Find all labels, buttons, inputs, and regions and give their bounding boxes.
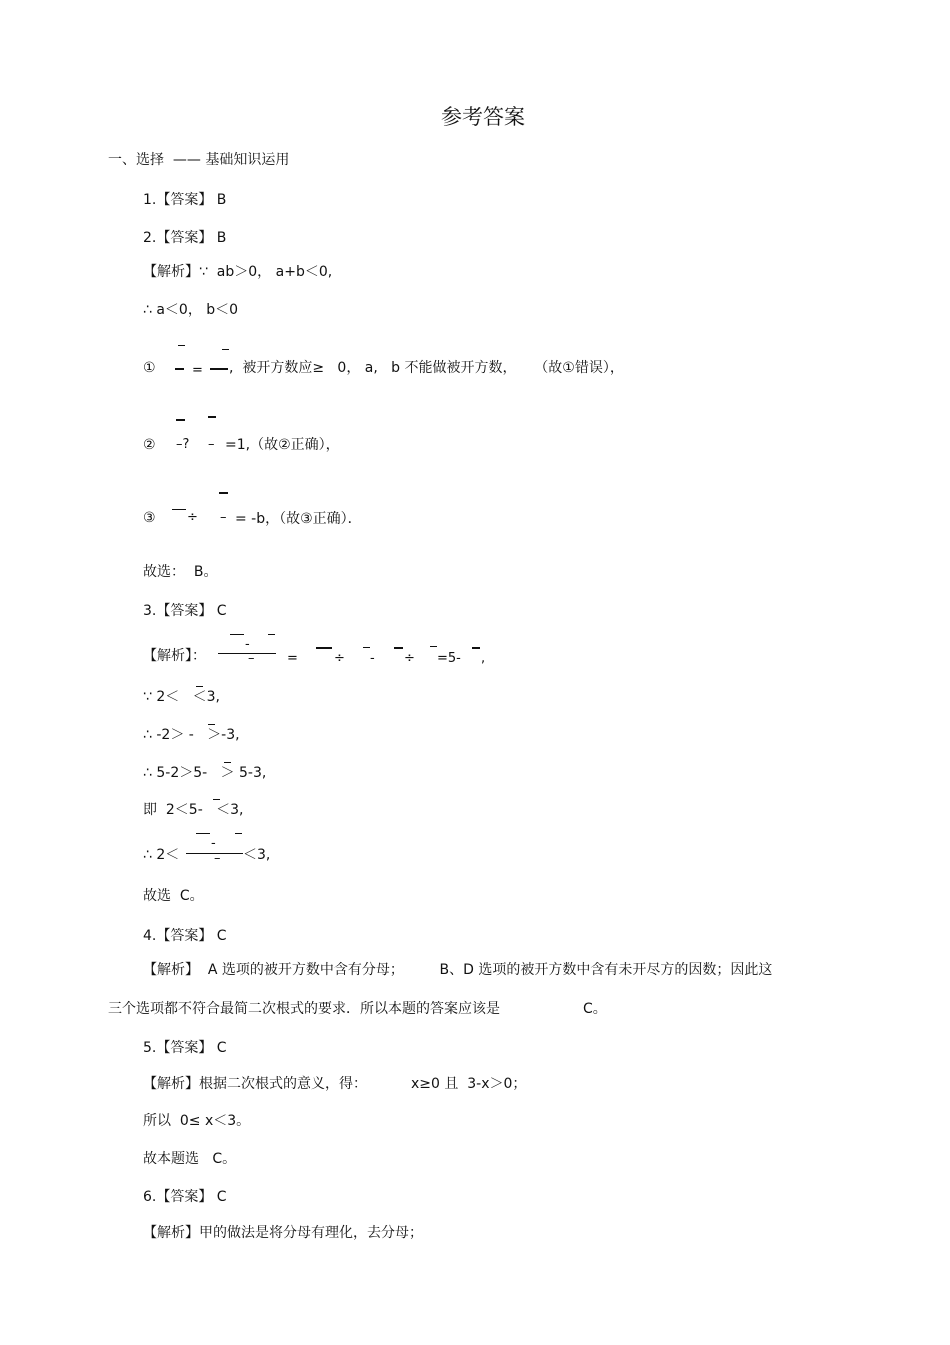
- answer-q1: 1.【答案】 B: [143, 192, 227, 208]
- radical-stub: [208, 724, 215, 725]
- fraction-bar: [218, 653, 276, 654]
- operator-fragment: –: [248, 651, 255, 666]
- item-1-text: , 被开方数应≥ 0， a, b 不能做被开方数， （故①错误），: [229, 360, 624, 376]
- radical-stub: [363, 647, 370, 648]
- analysis-q4-answer: C。: [583, 1001, 607, 1017]
- operator-fragment: ÷: [187, 510, 198, 525]
- fraction-bar: [210, 368, 228, 370]
- operator-fragment: –: [214, 851, 221, 866]
- analysis-q3-line3: ∴ 5-2＞5- ＞ 5-3,: [143, 765, 267, 781]
- radical-stub: [219, 492, 228, 494]
- page-title: 参考答案: [441, 105, 525, 129]
- analysis-q2-line2: ∴ a＜0， b＜0: [143, 302, 239, 318]
- fraction-bar: [172, 509, 186, 510]
- radical-stub: [230, 634, 244, 635]
- operator-fragment: –: [220, 510, 227, 525]
- analysis-q3-line5-end: ＜3,: [243, 847, 271, 863]
- analysis-q6: 【解析】甲的做法是将分母有理化，去分母；: [143, 1225, 423, 1241]
- analysis-q3-line1: ∵ 2＜ ＜3,: [143, 689, 220, 705]
- choice-q3: 故选 C。: [143, 888, 204, 904]
- radical-stub: [196, 833, 210, 834]
- answer-q4: 4.【答案】 C: [143, 928, 227, 944]
- item-1-marker: ①: [143, 360, 156, 376]
- radical-stub: [178, 345, 185, 346]
- answer-q6: 6.【答案】 C: [143, 1189, 227, 1205]
- operator-fragment: -: [245, 637, 250, 652]
- operator-fragment: ÷: [334, 651, 345, 666]
- radical-stub: [224, 762, 231, 763]
- analysis-q3-line4: 即 2＜5- ＜3,: [143, 802, 244, 818]
- item-2-marker: ②: [143, 437, 156, 453]
- analysis-q5-cond: x≥0 且 3-x＞0；: [411, 1076, 527, 1092]
- operator-fragment: -: [370, 651, 375, 666]
- analysis-q5: 【解析】根据二次根式的意义，得：: [143, 1076, 367, 1092]
- analysis-q5-line2: 所以 0≤ x＜3。: [143, 1113, 251, 1129]
- analysis-q4-line2: 三个选项都不符合最简二次根式的要求．所以本题的答案应该是: [108, 1001, 500, 1017]
- operator-fragment: ,: [481, 651, 486, 666]
- operator-fragment: ÷: [404, 651, 415, 666]
- radical-stub: [472, 647, 480, 649]
- item-3-text: = -b，（故③正确）．: [235, 511, 362, 527]
- radical-stub: [394, 647, 403, 649]
- operator-fragment: –: [208, 437, 215, 452]
- answer-q2: 2.【答案】 B: [143, 230, 227, 246]
- answer-q3: 3.【答案】 C: [143, 603, 227, 619]
- radical-stub: [175, 368, 184, 370]
- analysis-q4: 【解析】 A 选项的被开方数中含有分母； B、D 选项的被开方数中含有未开尽方的因数；因此这: [143, 962, 773, 978]
- analysis-q2: 【解析】∵ ab＞0， a+b＜0,: [143, 264, 333, 280]
- equals-sign: =: [287, 651, 298, 666]
- radical-stub: [430, 646, 437, 647]
- radical-stub: [316, 647, 332, 649]
- item-3-marker: ③: [143, 510, 156, 526]
- analysis-q3-line2: ∴ -2＞ - ＞-3,: [143, 727, 240, 743]
- operator-fragment: –?: [176, 437, 190, 452]
- analysis-q3: 【解析】：: [143, 648, 206, 664]
- operator-fragment: -: [211, 836, 216, 851]
- choice-q5: 故本题选 C。: [143, 1151, 237, 1167]
- radical-stub: [222, 349, 229, 350]
- answer-q5: 5.【答案】 C: [143, 1040, 227, 1056]
- operator-fragment: =5-: [437, 651, 461, 666]
- item-2-text: =1,（故②正确），: [225, 437, 340, 453]
- analysis-q3-line5: ∴ 2＜: [143, 847, 180, 863]
- radical-stub: [176, 419, 185, 421]
- radical-stub: [268, 634, 275, 635]
- radical-stub: [213, 799, 220, 800]
- choice-q2: 故选： B。: [143, 564, 218, 580]
- radical-stub: [235, 833, 242, 834]
- section-heading: 一、选择 —— 基础知识运用: [108, 152, 290, 168]
- equals-sign: =: [192, 363, 203, 378]
- radical-stub: [196, 686, 203, 687]
- radical-stub: [208, 416, 216, 418]
